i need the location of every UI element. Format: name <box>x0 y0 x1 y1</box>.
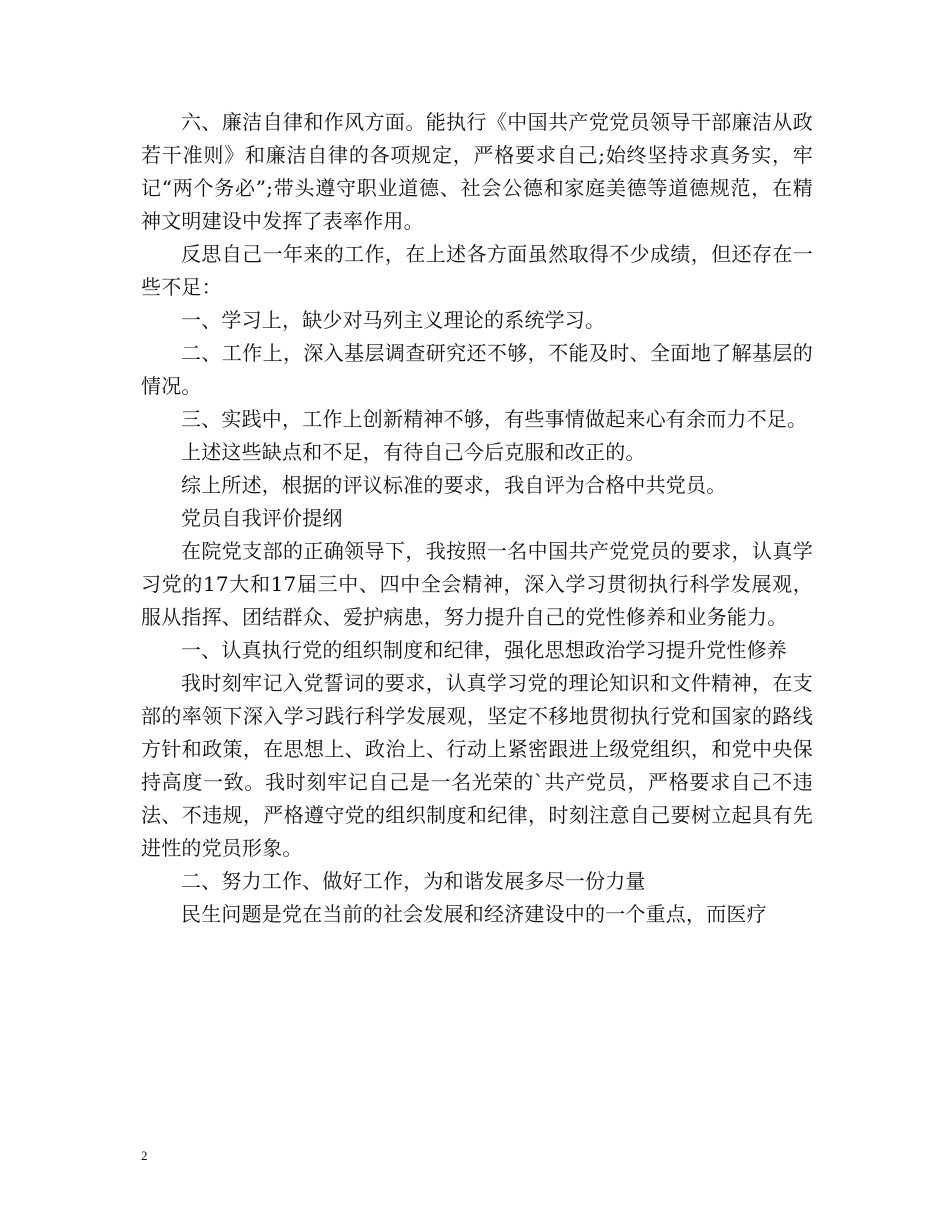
paragraph-integrity: 六、廉洁自律和作风方面。能执行《中国共产党党员领导干部廉洁从政若干准则》和廉洁自律的各项规定，严格要求自己;始终坚持求真务实，牢记“两个务必”;带头遵守职业道德、社会公德和家庭美德等道德规范，在精神文明建设中发挥了表率作用。 <box>141 110 813 233</box>
paragraph-shortcoming-work: 二、工作上，深入基层调查研究还不够，不能及时、全面地了解基层的情况。 <box>141 341 813 398</box>
document-body <box>141 106 813 931</box>
paragraph-shortcoming-study: 一、学习上，缺少对马列主义理论的系统学习。 <box>181 308 606 332</box>
page-number: 2 <box>141 1148 148 1163</box>
paragraph-improvement: 上述这些缺点和不足，有待自己今后克服和改正的。 <box>181 440 646 464</box>
paragraph-section-two: 民生问题是党在当前的社会发展和经济建设中的一个重点，而医疗 <box>181 902 767 926</box>
paragraph-shortcoming-practice: 三、实践中，工作上创新精神不够，有些事情做起来心有余而力不足。 <box>181 407 808 431</box>
heading-section-two: 二、努力工作、做好工作，为和谐发展多尽一份力量 <box>181 869 646 893</box>
heading-section-one: 一、认真执行党的组织制度和纪律，强化思想政治学习提升党性修养 <box>181 638 787 662</box>
section-title: 党员自我评价提纲 <box>181 506 343 530</box>
paragraph-section-one: 我时刻牢记入党誓词的要求，认真学习党的理论知识和文件精神，在支部的率领下深入学习践行科学发展观，坚定不移地贯彻执行党和国家的路线方针和政策，在思想上、政治上、行动上紧密跟进上级党组织，和党中央保持高度一致。我时刻牢记自己是一名光荣的`共产党员，严格要求自己不违法、不违规，严格遵守党的组织制度和纪律，时刻注意自己要树立起具有先进性的党员形象。 <box>141 671 813 860</box>
paragraph-reflection: 反思自己一年来的工作，在上述各方面虽然取得不少成绩，但还存在一些不足： <box>141 242 813 299</box>
paragraph-conclusion: 综上所述，根据的评议标准的要求，我自评为合格中共党员。 <box>181 473 727 497</box>
paragraph-intro: 在院党支部的正确领导下，我按照一名中国共产党党员的要求，认真学习党的17大和17届三中、四中全会精神，深入学习贯彻执行科学发展观，服从指挥、团结群众、爱护病患，努力提升自己的党性修养和业务能力。 <box>141 539 813 629</box>
